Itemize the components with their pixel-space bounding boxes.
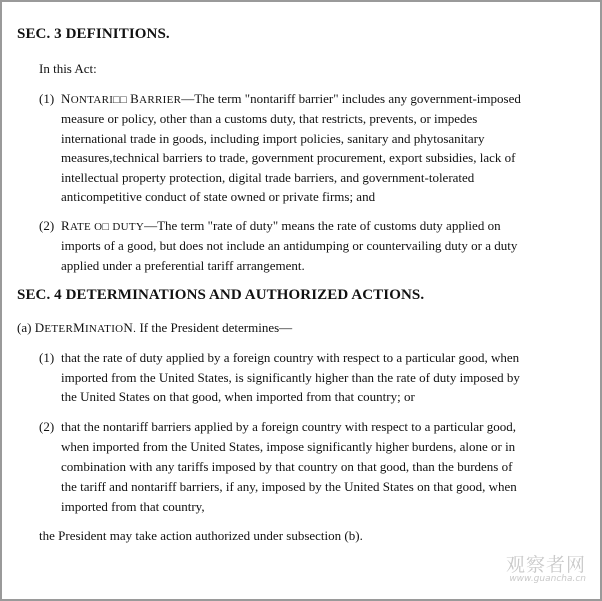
sec3-item2-line1: RATE O□ DUTY—The term "rate of duty" means the rate of customs duty applied on <box>61 218 501 233</box>
sec3-item1-line3: international trade in goods, including import policies, sanitary and phytosanitary <box>61 131 485 146</box>
sec3-item1-label: NONTARI□□ BARRIER <box>61 91 182 106</box>
sec3-item2-num: (2) <box>39 218 55 233</box>
sec4-item1-line2: imported from the United States, is significantly higher than the rate of duty imposed by <box>61 370 520 385</box>
sec4-item2-line4: the tariff and nontariff barriers, if any, imposed by the United States on that good, when <box>61 479 517 494</box>
sec3-item2-line2: imports of a good, but does not include an antidumping or countervailing duty or a duty <box>61 238 518 253</box>
sec4-closing: the President may take action authorized under subsection (b). <box>39 528 363 543</box>
sec4-heading: SEC. 4 DETERMINATIONS AND AUTHORIZED ACTIONS. <box>17 287 425 303</box>
watermark-url: www.guancha.cn <box>509 574 586 584</box>
sec4-item1-line3: the United States on that good, when imported from that country; or <box>61 389 415 404</box>
site-watermark <box>506 550 586 584</box>
watermark-title: 观察者网 <box>505 554 586 576</box>
sec4-item2-line1: that the nontariff barriers applied by a foreign country with respect to a particular good, <box>61 419 516 434</box>
sec3-item1-line5: intellectual property protection, digital trade barriers, and government-tolerated <box>61 170 475 185</box>
sec3-intro: In this Act: <box>39 61 97 76</box>
sec3-item2-label: RATE O□ DUTY <box>61 218 145 233</box>
sec4-item1-num: (1) <box>39 350 55 365</box>
sec4-item1-line1: that the rate of duty applied by a foreign country with respect to a particular good, when <box>61 350 520 365</box>
sec3-item1-line4: measures,technical barriers to trade, government procurement, export subsidies, lack of <box>61 150 516 165</box>
sec4-item2-num: (2) <box>39 419 55 434</box>
sec4-subsec-a-label: DETERMINATION. <box>34 320 137 335</box>
sec4-subsec-a: (a) DETERMINATION. If the President determines— <box>17 320 293 335</box>
sec3-item2-line3: applied under a preferential tariff arrangement. <box>61 258 305 273</box>
sec3-item1-line6: anticompetitive conduct of state owned or private firms; and <box>61 189 376 204</box>
sec3-item1-line1: NONTARI□□ BARRIER—The term "nontariff barrier" includes any government-imposed <box>61 91 521 106</box>
sec4-item2-line2: when imported from the United States, impose significantly higher burdens, alone or in <box>61 439 516 454</box>
sec4-item2-line5: imported from that country, <box>61 499 205 514</box>
sec3-item1-line2: measure or policy, other than a customs duty, that restricts, prevents, or impedes <box>61 111 478 126</box>
sec3-heading: SEC. 3 DEFINITIONS. <box>17 26 170 42</box>
sec4-item2-line3: combination with any tariffs imposed by that country on that good, than the burdens of <box>61 459 513 474</box>
sec3-item1-num: (1) <box>39 91 55 106</box>
